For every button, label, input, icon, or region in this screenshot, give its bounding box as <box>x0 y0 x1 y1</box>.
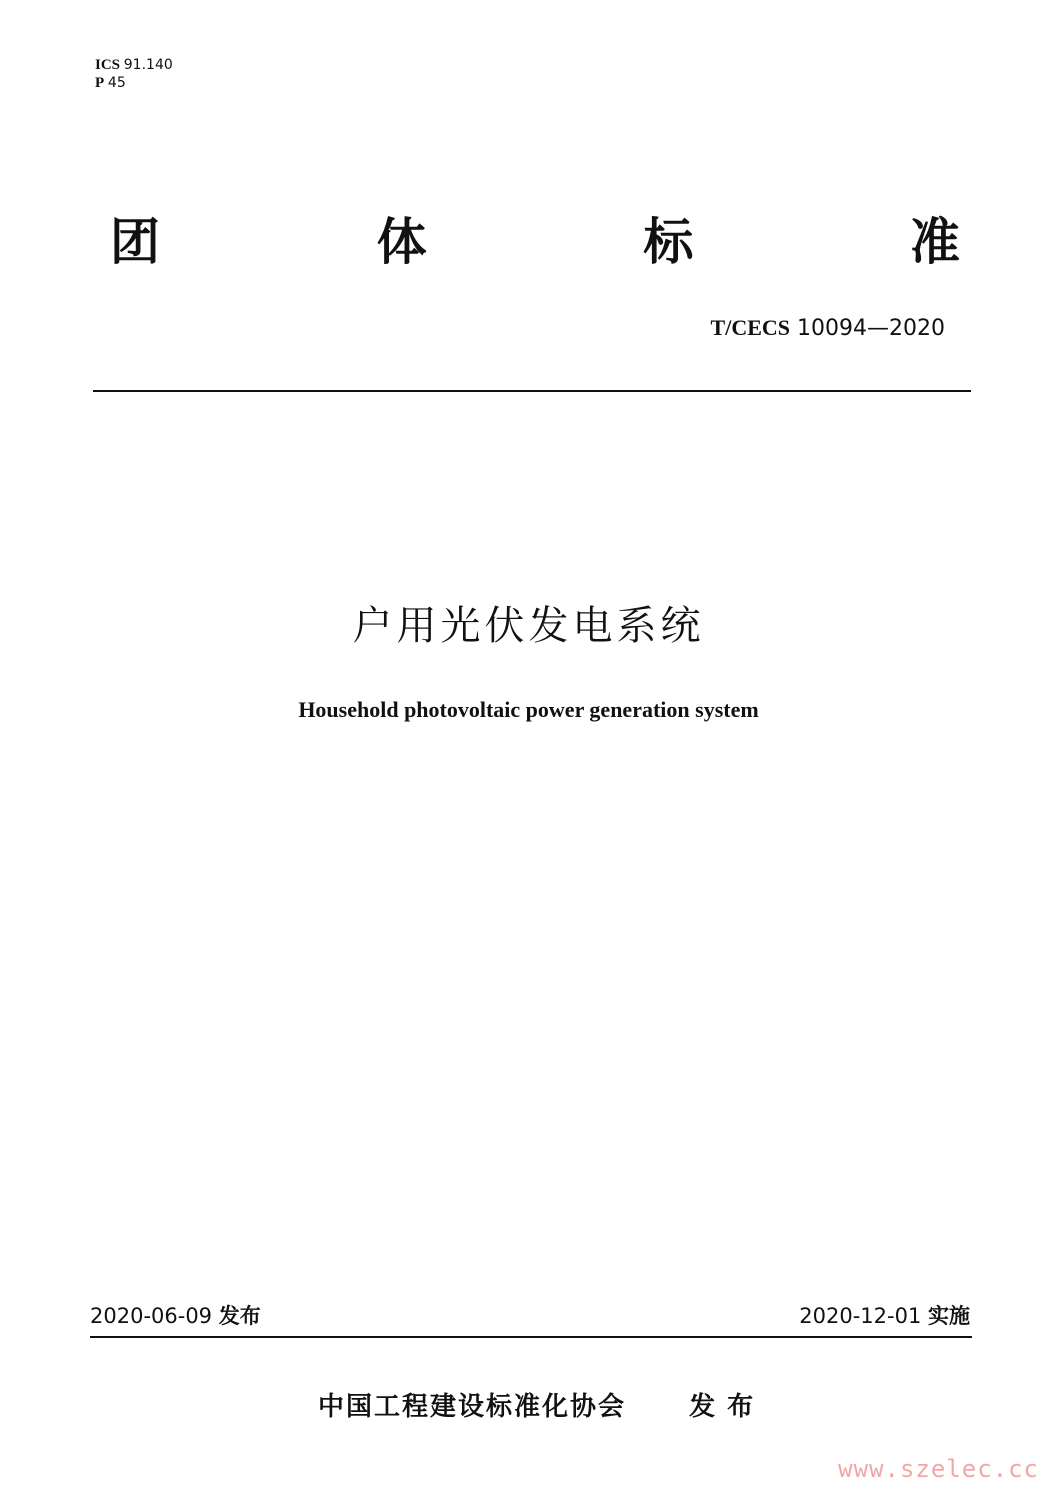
date-row <box>90 1302 970 1330</box>
heading-char: 准 <box>909 213 960 271</box>
heading-char: 团 <box>110 213 160 271</box>
effective-date-block <box>799 1302 970 1330</box>
ics-label: ICS <box>95 57 121 73</box>
top-divider <box>93 390 971 392</box>
ics-line <box>95 56 173 74</box>
site-watermark: www.szelec.cc <box>838 1455 1039 1483</box>
ccs-code: 45 <box>107 75 126 91</box>
standard-prefix: T/CECS <box>710 315 791 340</box>
bottom-divider <box>90 1336 972 1338</box>
publisher-name: 中国工程建设标准化协会 <box>318 1392 627 1422</box>
standard-type-heading <box>110 212 960 272</box>
classification-codes <box>95 56 173 92</box>
issue-date: 2020-06-09 <box>90 1304 213 1328</box>
publish-label: 发布 <box>689 1392 766 1422</box>
ccs-label: P <box>95 75 105 91</box>
publisher-line <box>318 1390 765 1424</box>
document-title-en: Household photovoltaic power generation system <box>298 697 759 722</box>
standard-number <box>711 314 945 343</box>
effective-date: 2020-12-01 <box>799 1304 922 1328</box>
effective-label: 实施 <box>928 1304 970 1328</box>
heading-char: 标 <box>643 213 694 271</box>
document-title-cn: 户用光伏发电系统 <box>352 603 705 649</box>
ccs-line <box>95 74 173 92</box>
heading-char: 体 <box>376 213 427 271</box>
issue-label: 发布 <box>218 1304 261 1328</box>
issue-date-block <box>90 1302 261 1330</box>
standard-digits: 10094—2020 <box>797 316 945 341</box>
ics-code: 91.140 <box>123 57 173 73</box>
